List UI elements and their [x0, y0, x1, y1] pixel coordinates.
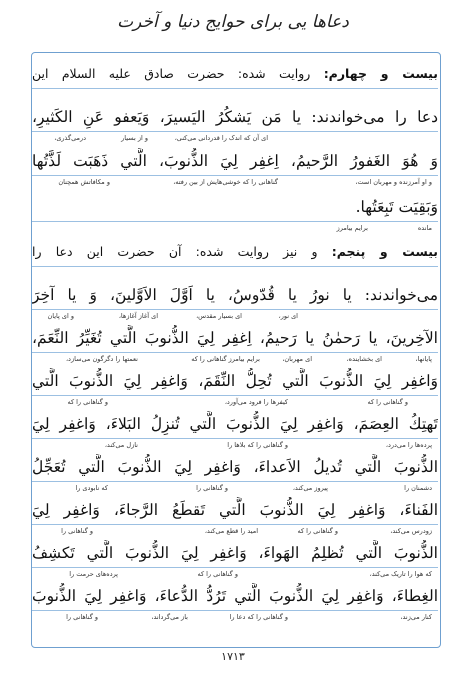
gloss: و گناهانی را که	[67, 398, 108, 406]
arabic-line: الآخِرينَ، يا رَحمٰنُ يا رَحيمُ، اِغفِر لِيَ الذُّنوبَ الَّتي تُغَيِّرُ النِّعَمَ،	[32, 329, 438, 347]
page-number: ۱۷۱۳	[221, 650, 245, 663]
gloss: درمی‌گذری،	[54, 134, 86, 142]
gloss: نعمتها را دگرگون می‌سازد،	[65, 355, 138, 363]
gloss: و گناهانی را	[61, 527, 93, 535]
arabic-line: وَاغفِر لِيَ الذُّنوبَ الَّتي تُحِلُّ النِّقَمَ، وَاغفِر لِيَ الذُّنوبَ الَّتي	[32, 372, 438, 390]
gloss: و ای پایان	[47, 312, 74, 320]
gloss: باز می‌گرداند،	[151, 613, 188, 621]
gloss: ای آن که اندک را قدردانی می‌کنی،	[174, 134, 268, 142]
arabic-line: وَبَقِيَت تَبِعَتُها.	[355, 198, 438, 216]
divider	[32, 266, 438, 267]
gloss: و گناهانی را که بلاها را	[227, 441, 288, 449]
gloss: که هوا را تاریک می‌کند،	[369, 570, 432, 578]
translation-line	[32, 221, 438, 234]
translation-line	[32, 567, 438, 580]
section-intro	[32, 242, 438, 262]
gloss: برایم بیامرز گناهانی را که	[191, 355, 260, 363]
gloss: و گناهانی را	[66, 613, 98, 621]
gloss: ای نور،	[278, 312, 298, 320]
section-heading: بیست و پنجم:	[331, 244, 438, 259]
page-header-title: دعاها یی برای حوایج دنیا و آخرت	[117, 12, 349, 32]
translation-line	[32, 395, 438, 408]
translation-line	[32, 352, 438, 365]
translation-line	[32, 175, 438, 188]
gloss: دشمنان را	[404, 484, 432, 492]
arabic-line: تَهتِكُ العِصَمَ، وَاغفِر لِيَ الذُّنوبَ الَّتي تُنزِلُ البَلاءَ، وَاغفِر لِيَ	[32, 415, 438, 433]
arabic-line: الذُّنوبَ الَّتي تُديلُ الاَعداءَ، وَاغفِر لِيَ الذُّنوبَ الَّتي تُعَجِّلُ	[32, 458, 438, 476]
gloss: زودرس می‌کند،	[390, 527, 432, 535]
translation-line	[32, 610, 438, 623]
arabic-line: دعا را می‌خواندند: يا مَن يَشكُرُ اليَسيرَ، وَيَعفو عَنِ الكَثيرِ،	[32, 108, 438, 126]
arabic-line: وَ هُوَ الغَفورُ الرَّحيمُ، اِغفِر لِيَ الذُّنوبَ، الَّتي ذَهَبَت لَذَّتُها	[32, 152, 438, 170]
gloss: کیفرها را فرود می‌آورد،	[224, 398, 288, 406]
translation-line	[32, 309, 438, 322]
gloss: کنار می‌زند،	[400, 613, 432, 621]
translation-line	[32, 131, 438, 144]
gloss: مانده	[417, 224, 432, 232]
gloss: و گناهانی را که	[367, 398, 408, 406]
gloss: و او آمرزنده و مهربان است،	[355, 178, 432, 186]
divider	[32, 88, 438, 89]
intro-text: و نیز روایت شده: آن حضرت این دعا را	[32, 244, 318, 259]
gloss: و گناهانی را که	[197, 570, 238, 578]
gloss: نازل می‌کند،	[104, 441, 138, 449]
gloss: ای بسیار مقدس،	[196, 312, 242, 320]
gloss: برایم بیامرز	[336, 224, 368, 232]
gloss: ای بخشاینده،	[346, 355, 382, 363]
gloss: امید را قطع می‌کند،	[204, 527, 258, 535]
gloss: ای آغاز آغازها،	[118, 312, 158, 320]
gloss: و مکافاتش همچنان	[58, 178, 110, 186]
translation-line	[32, 481, 438, 494]
gloss: ای مهربان،	[282, 355, 312, 363]
gloss: و از بسیار	[121, 134, 148, 142]
gloss: پرده‌ها را می‌درد،	[385, 441, 432, 449]
arabic-line: الذُّنوبَ الَّتي تُظلِمُ الهَواءَ، وَاغفِر لِيَ الذُّنوبَ الَّتي تَكشِفُ	[32, 544, 438, 562]
arabic-line: الفَناءَ، وَاغفِر لِيَ الذُّنوبَ الَّتي تَقطَعُ الرَّجاءَ، وَاغفِر لِيَ	[32, 501, 438, 519]
gloss: و گناهانی را که دعا را	[229, 613, 288, 621]
section-heading: بیست و چهارم:	[323, 66, 438, 81]
translation-line	[32, 438, 438, 451]
arabic-line: می‌خواندند: يا نورُ يا قُدّوسُ، يا اَوَّلَ الاَوَّلينَ، وَ يا آخِرَ	[32, 286, 438, 304]
gloss: و گناهانی را که	[297, 527, 338, 535]
gloss: گناهانی را که خوشی‌هایش از بین رفته،	[173, 178, 278, 186]
gloss: پرده‌های حرمت را	[69, 570, 118, 578]
gloss: پیروز می‌کند،	[292, 484, 328, 492]
intro-text: روایت شده: حضرت صادق عليه السلام این	[32, 66, 311, 81]
arabic-line: الغِطاءَ، وَاغفِر لِيَ الذُّنوبَ الَّتي تَرُدُّ الدُّعاءَ، وَاغفِر لِيَ الذُّنوبَ	[32, 587, 438, 605]
translation-line	[32, 524, 438, 537]
gloss: پایانها،	[415, 355, 432, 363]
gloss: که نابودی را	[75, 484, 108, 492]
section-intro	[32, 64, 438, 84]
gloss: و گناهانی را	[196, 484, 228, 492]
